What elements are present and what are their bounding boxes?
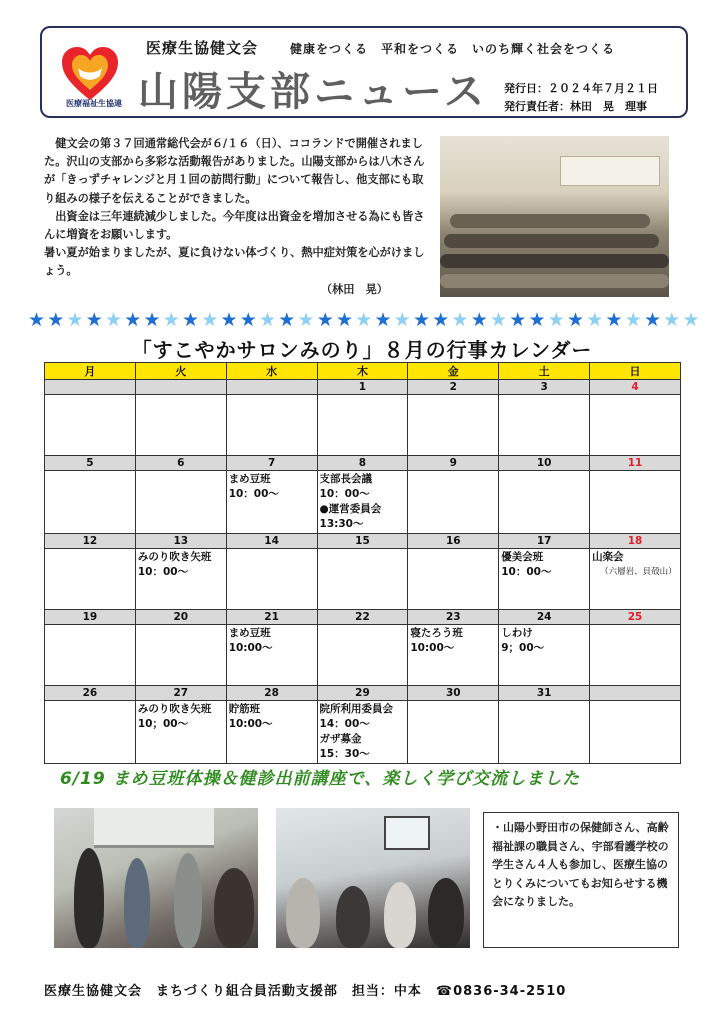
calendar-event-cell xyxy=(590,701,681,764)
newsletter-header xyxy=(40,26,688,118)
intro-paragraph-2: 出資金は三年連続減少しました。今年度は出資金を増加させる為にも皆さんに増資をお願いします。 xyxy=(44,209,425,242)
star-icon: ★ xyxy=(259,309,277,331)
logo-caption: 医療福祉生協連 xyxy=(66,99,122,108)
report-title: 6/19 まめ豆班体操＆健診出前講座で、楽しく学び交流しました xyxy=(60,769,581,789)
calendar-event-cell xyxy=(408,471,499,534)
calendar-event-cell xyxy=(499,471,590,534)
calendar-date: 21 xyxy=(226,610,317,625)
star-icon: ★ xyxy=(201,309,219,331)
calendar-event-cell xyxy=(317,625,408,686)
star-icon: ★ xyxy=(124,309,142,331)
calendar-date: 2 xyxy=(408,380,499,395)
calendar-date: 1 xyxy=(317,380,408,395)
calendar-date: 6 xyxy=(135,456,226,471)
calendar-event: まめ豆班 10:00～ xyxy=(228,627,273,654)
calendar-event-cell xyxy=(317,549,408,610)
calendar-date: 10 xyxy=(499,456,590,471)
calendar-event-cell xyxy=(317,395,408,456)
calendar-event-cell xyxy=(45,471,136,534)
exercise-photo xyxy=(54,808,258,948)
calendar-date xyxy=(135,380,226,395)
intro-signature: （林田 晃） xyxy=(320,282,388,296)
calendar-date: 8 xyxy=(317,456,408,471)
star-icon: ★ xyxy=(682,309,700,331)
photo-person xyxy=(336,886,370,948)
calendar-event-cell xyxy=(590,625,681,686)
calendar-event-note: （六層岩、貝殻山） xyxy=(600,567,677,577)
issue-responsible: 発行責任者：林田 晃 理事 xyxy=(504,100,647,113)
calendar-date: 7 xyxy=(226,456,317,471)
calendar-event-cell xyxy=(499,395,590,456)
calendar-event-cell xyxy=(226,471,317,534)
calendar-title: 「すこやかサロンみのり」８月の行事カレンダー xyxy=(131,338,593,362)
calendar-event: みのり吹き矢班 10；00～ xyxy=(137,703,212,730)
calendar-event-cell xyxy=(45,701,136,764)
calendar-event-cell xyxy=(45,395,136,456)
calendar-date: 29 xyxy=(317,686,408,701)
calendar-date: 18 xyxy=(590,534,681,549)
calendar-date-row xyxy=(45,380,681,395)
calendar-event-cell xyxy=(317,701,408,764)
photo-person xyxy=(286,878,320,948)
star-icon: ★ xyxy=(374,309,392,331)
calendar-event-row xyxy=(45,395,681,456)
calendar-event: 山楽会 xyxy=(592,551,624,563)
star-icon: ★ xyxy=(336,309,354,331)
calendar-date xyxy=(226,380,317,395)
star-icon: ★ xyxy=(490,309,508,331)
calendar-event: 寝たろう班 10:00～ xyxy=(410,627,463,654)
star-icon: ★ xyxy=(66,309,84,331)
calendar-event-cell xyxy=(590,549,681,610)
intro-article xyxy=(44,135,428,299)
star-icon: ★ xyxy=(220,309,238,331)
weekday-sat: 土 xyxy=(499,363,590,380)
calendar-event-row xyxy=(45,549,681,610)
calendar-date: 4 xyxy=(590,380,681,395)
footer-contact: 医療生協健文会 まちづくり組合員活動支援部 担当：中本 ☎0836-34-2510 xyxy=(44,984,567,999)
calendar-date: 20 xyxy=(135,610,226,625)
calendar-date: 31 xyxy=(499,686,590,701)
calendar-event-cell xyxy=(408,701,499,764)
star-icon: ★ xyxy=(451,309,469,331)
calendar-date: 26 xyxy=(45,686,136,701)
calendar-date: 14 xyxy=(226,534,317,549)
calendar-date: 16 xyxy=(408,534,499,549)
star-icon: ★ xyxy=(644,309,662,331)
star-icon: ★ xyxy=(567,309,585,331)
photo-window xyxy=(94,808,214,848)
photo-audience-row xyxy=(444,234,659,248)
photo-person xyxy=(384,882,416,948)
star-icon: ★ xyxy=(28,309,46,331)
star-icon: ★ xyxy=(470,309,488,331)
calendar-event-cell xyxy=(408,625,499,686)
calendar-event-cell xyxy=(499,549,590,610)
issue-date: 発行日：２０２４年７月２１日 xyxy=(504,82,658,95)
star-divider xyxy=(28,309,700,331)
intro-paragraph-1: 健文会の第３７回通常総代会が６/１６（日）、ココランドで開催されました。沢山の支部から多彩な活動報告がありました。山陽支部からは八木さんが「きっずチャレンジと月１回の訪問行動」について報告し、他支部にも取り組みの様子を伝えることができました。 xyxy=(44,137,425,205)
calendar-date: 15 xyxy=(317,534,408,549)
star-icon: ★ xyxy=(85,309,103,331)
star-icon: ★ xyxy=(297,309,315,331)
photo-person xyxy=(174,853,202,948)
star-icon: ★ xyxy=(162,309,180,331)
photo-banner xyxy=(560,156,660,186)
calendar-date: 13 xyxy=(135,534,226,549)
star-icon: ★ xyxy=(278,309,296,331)
event-calendar xyxy=(44,362,681,764)
calendar-event-cell xyxy=(45,625,136,686)
calendar-event-cell xyxy=(317,471,408,534)
star-icon: ★ xyxy=(432,309,450,331)
heart-hands-logo-icon xyxy=(60,46,120,102)
calendar-event-cell xyxy=(499,625,590,686)
calendar-event-row xyxy=(45,625,681,686)
calendar-weekday-row xyxy=(45,363,681,380)
star-icon: ★ xyxy=(316,309,334,331)
star-icon: ★ xyxy=(586,309,604,331)
calendar-date-row xyxy=(45,686,681,701)
calendar-event: 貯筋班 10:00～ xyxy=(228,703,273,730)
calendar-event-cell xyxy=(408,395,499,456)
calendar-event-cell xyxy=(226,395,317,456)
star-icon: ★ xyxy=(239,309,257,331)
calendar-event-row xyxy=(45,701,681,764)
star-icon: ★ xyxy=(393,309,411,331)
weekday-thu: 木 xyxy=(317,363,408,380)
calendar-date-row xyxy=(45,534,681,549)
calendar-date: 28 xyxy=(226,686,317,701)
calendar-event: しわけ 9；00～ xyxy=(501,627,545,654)
calendar-date: 3 xyxy=(499,380,590,395)
calendar-event-cell xyxy=(226,701,317,764)
photo-person xyxy=(214,868,254,948)
calendar-event-cell xyxy=(135,701,226,764)
calendar-date: 27 xyxy=(135,686,226,701)
star-icon: ★ xyxy=(547,309,565,331)
weekday-fri: 金 xyxy=(408,363,499,380)
star-icon: ★ xyxy=(624,309,642,331)
assembly-photo xyxy=(440,136,669,297)
calendar-date: 9 xyxy=(408,456,499,471)
calendar-event-cell xyxy=(135,625,226,686)
star-icon: ★ xyxy=(105,309,123,331)
star-icon: ★ xyxy=(663,309,681,331)
intro-paragraph-3: 暑い夏が始まりましたが、夏に負けない体づくり、熱中症対策を心がけましょう。 xyxy=(44,246,425,278)
calendar-date: 19 xyxy=(45,610,136,625)
calendar-date: 25 xyxy=(590,610,681,625)
weekday-sun: 日 xyxy=(590,363,681,380)
weekday-tue: 火 xyxy=(135,363,226,380)
photo-audience-row xyxy=(440,254,669,268)
calendar-date xyxy=(45,380,136,395)
calendar-event-cell xyxy=(226,549,317,610)
org-name: 医療生協健文会 xyxy=(146,39,259,57)
calendar-event-cell xyxy=(135,549,226,610)
weekday-mon: 月 xyxy=(45,363,136,380)
photo-projector-screen xyxy=(384,816,430,850)
calendar-date: 12 xyxy=(45,534,136,549)
calendar-event-cell xyxy=(499,701,590,764)
calendar-event-row xyxy=(45,471,681,534)
calendar-date: 24 xyxy=(499,610,590,625)
calendar-event-cell xyxy=(590,471,681,534)
calendar-event-cell xyxy=(135,471,226,534)
star-icon: ★ xyxy=(143,309,161,331)
weekday-wed: 水 xyxy=(226,363,317,380)
calendar-event-cell xyxy=(590,395,681,456)
calendar-event: 支部長会議 10：00～ ●運営委員会 13:30～ xyxy=(319,473,382,530)
calendar-event-cell xyxy=(45,549,136,610)
star-icon: ★ xyxy=(47,309,65,331)
star-icon: ★ xyxy=(355,309,373,331)
calendar-event-cell xyxy=(226,625,317,686)
calendar-date: 23 xyxy=(408,610,499,625)
report-note: ・山陽小野田市の保健師さん、高齢福祉課の職員さん、宇部看護学校の学生さん４人も参加し、医療生協のとりくみについてもお知らせする機会になりました。 xyxy=(483,812,679,948)
calendar-event: みのり吹き矢班 10：00～ xyxy=(137,551,212,578)
calendar-date: 5 xyxy=(45,456,136,471)
calendar-date: 11 xyxy=(590,456,681,471)
calendar-event: まめ豆班 10：00～ xyxy=(228,473,279,500)
star-icon: ★ xyxy=(509,309,527,331)
star-icon: ★ xyxy=(528,309,546,331)
photo-person xyxy=(74,848,104,948)
photo-person xyxy=(124,858,150,948)
newsletter-title: 山陽支部ニュース xyxy=(138,69,488,115)
photo-audience-row xyxy=(440,274,669,288)
calendar-event-cell xyxy=(408,549,499,610)
calendar-date: 30 xyxy=(408,686,499,701)
calendar-date-row xyxy=(45,456,681,471)
photo-person xyxy=(428,878,464,948)
photo-audience-row xyxy=(450,214,650,228)
calendar-date: 22 xyxy=(317,610,408,625)
star-icon: ★ xyxy=(182,309,200,331)
star-icon: ★ xyxy=(413,309,431,331)
calendar-date: 17 xyxy=(499,534,590,549)
calendar-event: 院所利用委員会 14：00～ ガザ募金 15：30～ xyxy=(319,703,394,760)
calendar-date xyxy=(590,686,681,701)
calendar-event: 優美会班 10：00～ xyxy=(501,551,552,578)
calendar-date-row xyxy=(45,610,681,625)
slogan: 健康をつくる 平和をつくる いのち輝く社会をつくる xyxy=(290,42,616,56)
lecture-photo xyxy=(276,808,470,948)
calendar-event-cell xyxy=(135,395,226,456)
star-icon: ★ xyxy=(605,309,623,331)
